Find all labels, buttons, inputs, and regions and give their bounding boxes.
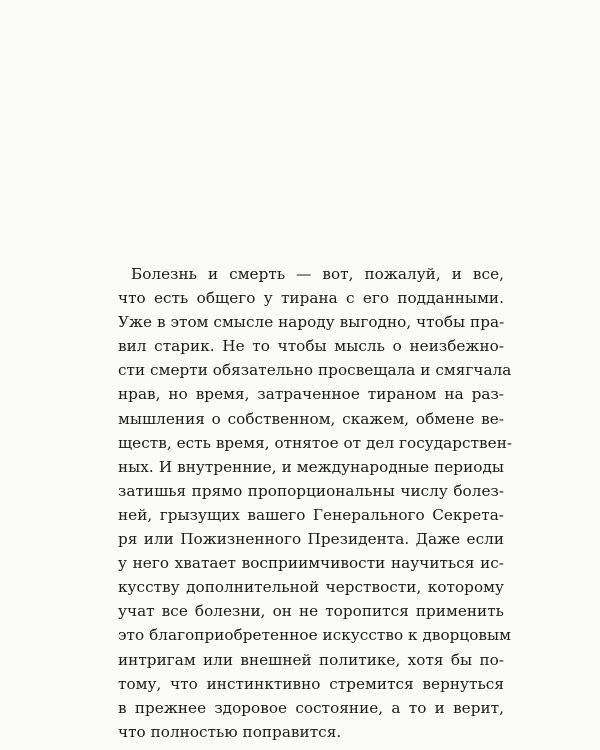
paragraph-line: это благоприобретенное искусство к дворцовым — [118, 626, 512, 645]
paragraph-line: что полностью поправится. — [118, 722, 342, 741]
paragraph-line: ря или Пожизненного Президента. Даже если — [118, 530, 504, 549]
paragraph-line: ней, грызущих вашего Генерального Секрета- — [118, 505, 504, 524]
paragraph — [118, 262, 513, 744]
paragraph-line: у него хватает восприимчивости научиться ис- — [118, 554, 504, 573]
paragraph-line: кусству дополнительной черствости, которому — [118, 578, 504, 597]
paragraph-line: Уже в этом смысле народу выгодно, чтобы пра- — [118, 313, 505, 332]
paragraph-line: нрав, но время, затраченное тираном на раз- — [118, 385, 504, 404]
paragraph-line: вил старик. Не то чтобы мысль о неизбежно- — [118, 337, 504, 356]
paragraph-line: ществ, есть время, отнятое от дел государствен- — [118, 433, 513, 452]
paragraph-line: учат все болезни, он не торопится применить — [118, 602, 504, 621]
paragraph-line: Болезнь и смерть — вот, пожалуй, и все, — [131, 265, 504, 283]
paragraph-line: мышления о собственном, скажем, обмене ве- — [118, 409, 504, 428]
paragraph-line: сти смерти обязательно просвещала и смягчала — [118, 361, 512, 380]
paragraph-line: затишья прямо пропорциональны числу болез- — [118, 481, 504, 500]
paragraph-line: в прежнее здоровое состояние, а то и верит, — [118, 698, 504, 717]
paragraph-line: тому, что инстинктивно стремится вернуться — [118, 674, 504, 693]
paragraph-line: интригам или внешней политике, хотя бы по- — [118, 650, 504, 669]
paragraph-line: ных. И внутренние, и международные периоды — [118, 457, 504, 476]
paragraph-line: что есть общего у тирана с его подданными. — [118, 289, 504, 308]
